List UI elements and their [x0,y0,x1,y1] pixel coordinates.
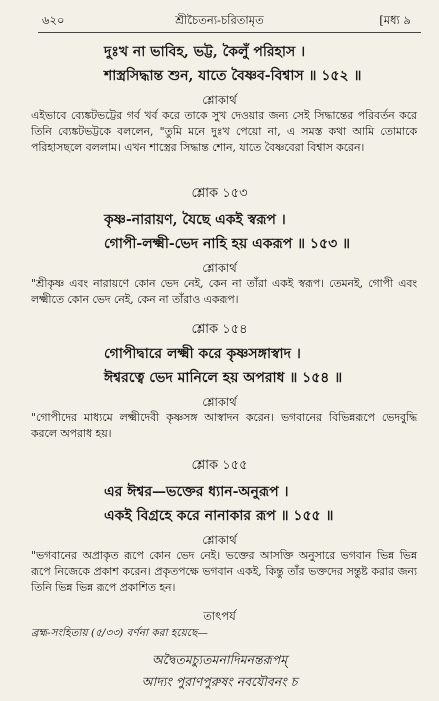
verse-153-line-2: গোপী-লক্ষ্মী-ভেদ নাহি হয় একরূপ ॥ ১৫৩ ॥ [104,236,350,252]
header-rule [38,32,421,33]
verse-152-line-2: শাস্ত্রসিদ্ধান্ত শুন, যাতে বৈষ্ণব-বিশ্বাস ॥ ১৫২ ॥ [104,68,362,84]
page-number: ৬২০ [42,13,65,27]
translation-heading-155: শ্লোকার্থ [202,533,237,547]
translation-152: এইভাবে ব্যেঙ্কটভট্টের গর্ব খর্ব করে তাকে সুখ দেওয়ার জন্য সেই সিদ্ধান্তের পরিবর্তন করে তিনি ব্যেঙ্কটভট্টকে বললেন, "তুমি মনে দুঃখ পেয়ো না, এ সমস্ত কথা আমি তোমাকে পরিহাসছলে বললাম। এখন শাস্ত্রের সিদ্ধান্ত শোন, যাতে বৈষ্ণবেরা বিশ্বাস করেন। [31,109,417,154]
verse-154-line-2: ঈশ্বরত্বে ভেদ মানিলে হয় অপরাধ ॥ ১৫৪ ॥ [104,370,343,386]
verse-153-line-1: কৃষ্ণ-নারায়ণ, যৈছে একই স্বরূপ । [104,212,286,228]
verse-154-line-1: গোপীদ্বারে লক্ষ্মী করে কৃষ্ণসঙ্গাস্বাদ । [104,346,301,362]
sanskrit-sloka-line-2: আদ্যং পুরাণপুরুষং নবযৌবনং চ [141,674,298,689]
verse-heading-154: শ্লোক ১৫৪ [191,322,248,337]
purport-citation: ব্রহ্ম-সংহিতায় (৫/৩৩) বর্ণনা করা হয়েছে— [31,627,208,639]
purport-heading: তাৎপর্য [203,609,236,623]
verse-heading-153: শ্লোক ১৫৩ [191,186,248,201]
page-header [0,10,439,30]
verse-155-line-2: একই বিগ্রহে করে নানাকার রূপ ॥ ১৫৫ ॥ [104,508,334,524]
translation-heading-153: শ্লোকার্থ [202,261,237,275]
translation-153: "শ্রীকৃষ্ণ এবং নারায়ণে কোন ভেদ নেই, কেন না তাঁরা একই স্বরূপ। তেমনই, গোপী এবং লক্ষ্মীতে কোন ভেদ নেই, কেন না তাঁরাও একরূপ। [31,277,417,306]
translation-154: "গোপীদের মাধ্যমে লক্ষ্মীদেবী কৃষ্ণসঙ্গ আস্বাদন করেন। ভগবানের বিভিন্নরূপে ভেদবুদ্ধি করলে অপরাধ হয়। [31,411,417,440]
running-title: শ্রীচৈতন্য-চরিতামৃত [175,13,264,27]
sanskrit-sloka-line-1: অদ্বৈতমচ্যুতমনাদিমনন্তরূপম্ [151,652,288,667]
verse-heading-155: শ্লোক ১৫৫ [191,458,248,473]
verse-152-line-1: দুঃখ না ভাবিহ, ভট্ট, কৈলুঁ পরিহাস । [104,44,306,60]
translation-heading-152: শ্লোকার্থ [202,93,237,107]
translation-heading-154: শ্লোকার্থ [202,395,237,409]
translation-155: "ভগবানের অপ্রাকৃত রূপে কোন ভেদ নেই। ভক্তের আসক্তি অনুসারে ভগবান ভিন্ন ভিন্ন রূপে নিজেকে প্রকাশ করেন। প্রকৃতপক্ষে ভগবান একই, কিন্তু তাঁর ভক্তদের সন্তুষ্ট করার জন্য তিনি ভিন্ন ভিন্ন রূপে প্রকাশিত হন। [31,549,417,594]
chapter-marker: [মধ্য ৯ [379,13,411,27]
verse-155-line-1: এর ঈশ্বর—ভক্তের ধ্যান-অনুরূপ । [104,484,289,500]
